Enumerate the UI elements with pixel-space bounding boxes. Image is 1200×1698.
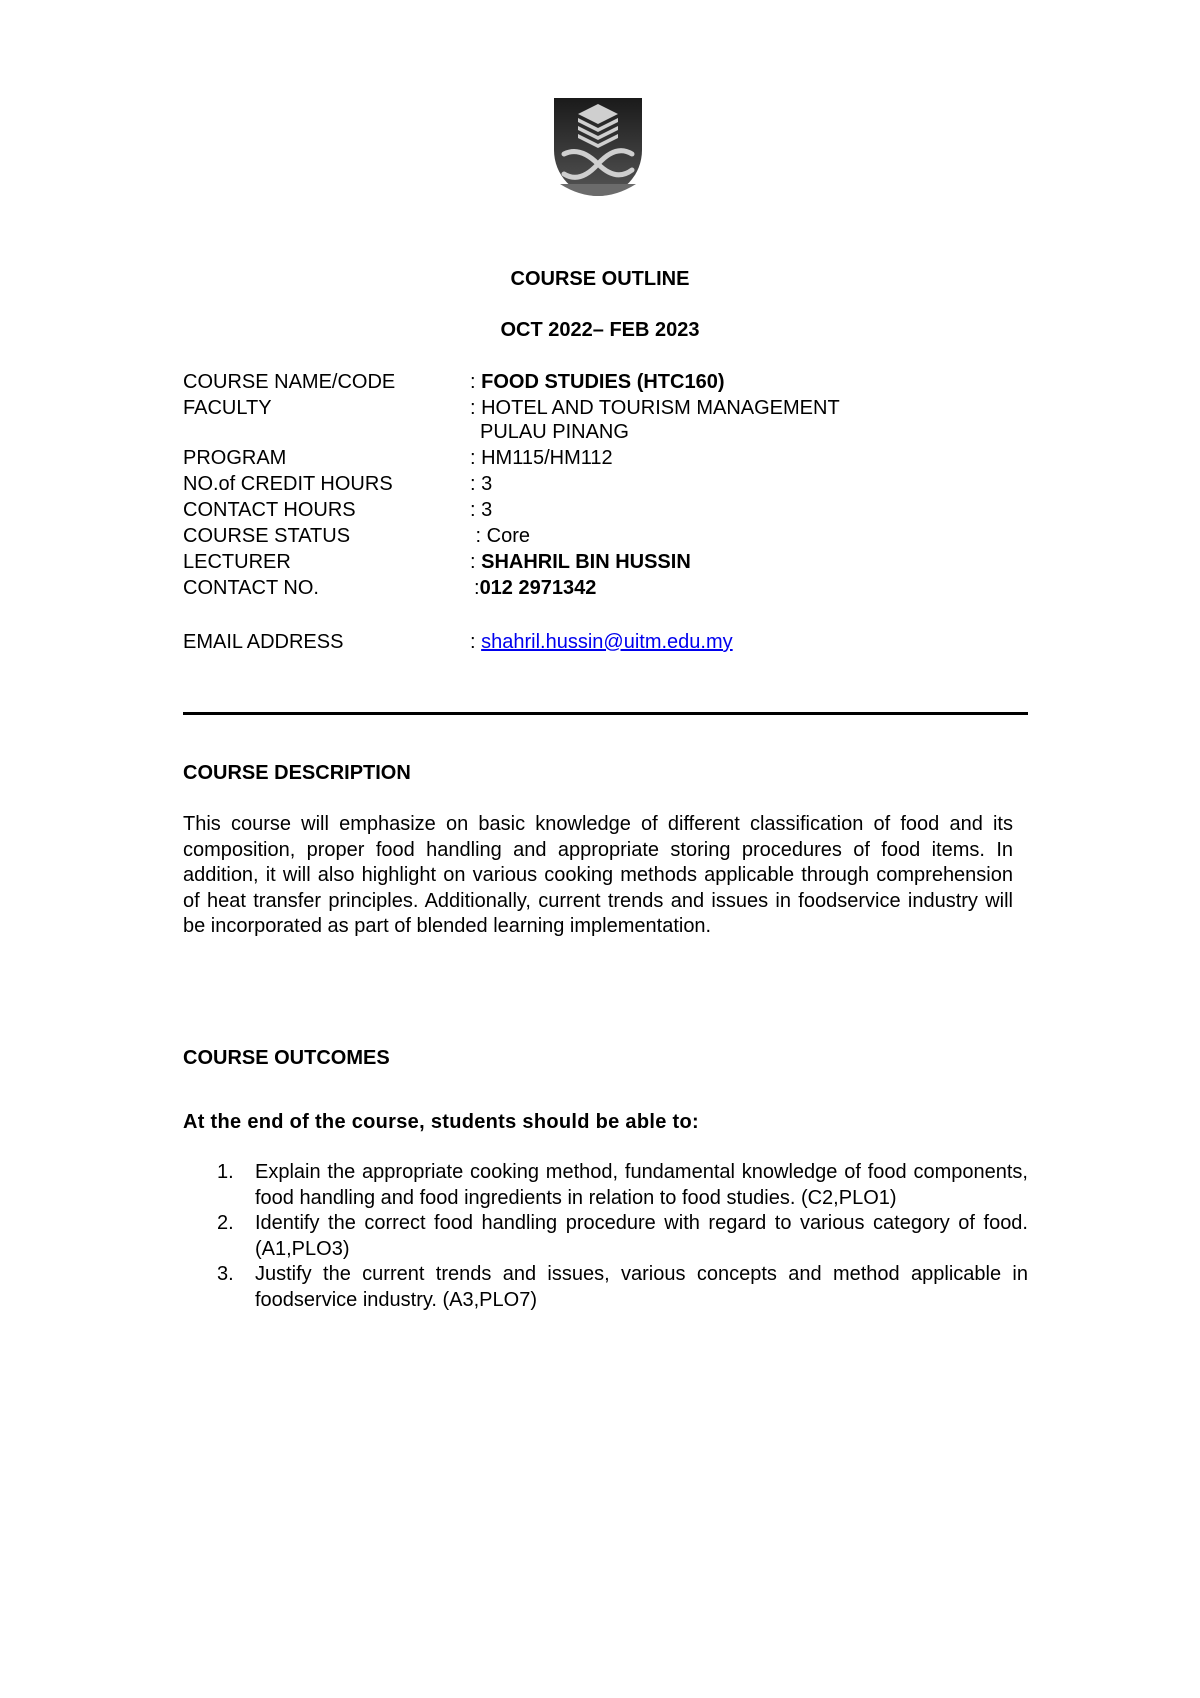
contact-hours-label: CONTACT HOURS <box>183 499 356 521</box>
course-status-label: COURSE STATUS <box>183 525 351 547</box>
course-name-code: FOOD STUDIES (HTC160) <box>481 371 725 393</box>
contact-hours-value: : 3 <box>470 499 493 521</box>
faculty-campus: PULAU PINANG <box>480 421 629 443</box>
email-value: : shahril.hussin@uitm.edu.my <box>470 631 733 653</box>
list-item-text: Explain the appropriate cooking method, fundamental knowledge of food components, food handling and food ingredients in relation to food studies. (C2,PLO1) <box>255 1161 1028 1209</box>
course-description-heading: COURSE DESCRIPTION <box>183 762 411 784</box>
list-item-number: 2. <box>217 1212 234 1234</box>
list-item <box>183 1262 1028 1313</box>
lecturer-name: SHAHRIL BIN HUSSIN <box>481 551 691 573</box>
credit-hours-value: : 3 <box>470 473 493 495</box>
course-description-text: This course will emphasize on basic knowledge of different classification of food and its composition, proper food handling and appropriate storing procedures of food items. In addition, it will also highlight on various cooking methods applicable through comprehension of heat transfer principles. Additionally, current trends and issues in foodservice industry will be incorporated as part of blended learning implementation. <box>183 813 1013 937</box>
document-title: COURSE OUTLINE <box>510 268 690 290</box>
outcomes-intro: At the end of the course, students should be able to: <box>183 1111 699 1133</box>
list-item <box>183 1160 1028 1211</box>
email-label: EMAIL ADDRESS <box>183 631 344 653</box>
lecturer-label: LECTURER <box>183 551 291 573</box>
lecturer-value: : SHAHRIL BIN HUSSIN <box>470 551 691 573</box>
course-status-value: : Core <box>470 525 531 547</box>
contact-no-value: :012 2971342 <box>474 577 597 599</box>
faculty-value: : HOTEL AND TOURISM MANAGEMENT <box>470 397 840 419</box>
session-period: OCT 2022– FEB 2023 <box>500 319 700 341</box>
list-item-number: 1. <box>217 1161 234 1183</box>
contact-no-label: CONTACT NO. <box>183 577 319 599</box>
course-name-label: COURSE NAME/CODE <box>183 371 396 393</box>
faculty-label: FACULTY <box>183 397 272 419</box>
list-item-number: 3. <box>217 1263 234 1285</box>
list-item <box>183 1211 1028 1262</box>
list-item-text: Identify the correct food handling procedure with regard to various category of food. (A1,PLO3) <box>255 1212 1028 1260</box>
university-crest-logo <box>554 98 642 198</box>
horizontal-divider <box>183 712 1028 715</box>
email-link[interactable]: shahril.hussin@uitm.edu.my <box>481 631 733 653</box>
outcomes-list <box>183 1160 1028 1313</box>
credit-hours-label: NO.of CREDIT HOURS <box>183 473 393 495</box>
list-item-text: Justify the current trends and issues, various concepts and method applicable in foodservice industry. (A3,PLO7) <box>255 1263 1028 1311</box>
contact-number: 012 2971342 <box>479 577 597 599</box>
course-name-value: : FOOD STUDIES (HTC160) <box>470 371 725 393</box>
course-outcomes-heading: COURSE OUTCOMES <box>183 1047 390 1069</box>
program-label: PROGRAM <box>183 447 287 469</box>
program-value: : HM115/HM112 <box>470 447 613 469</box>
